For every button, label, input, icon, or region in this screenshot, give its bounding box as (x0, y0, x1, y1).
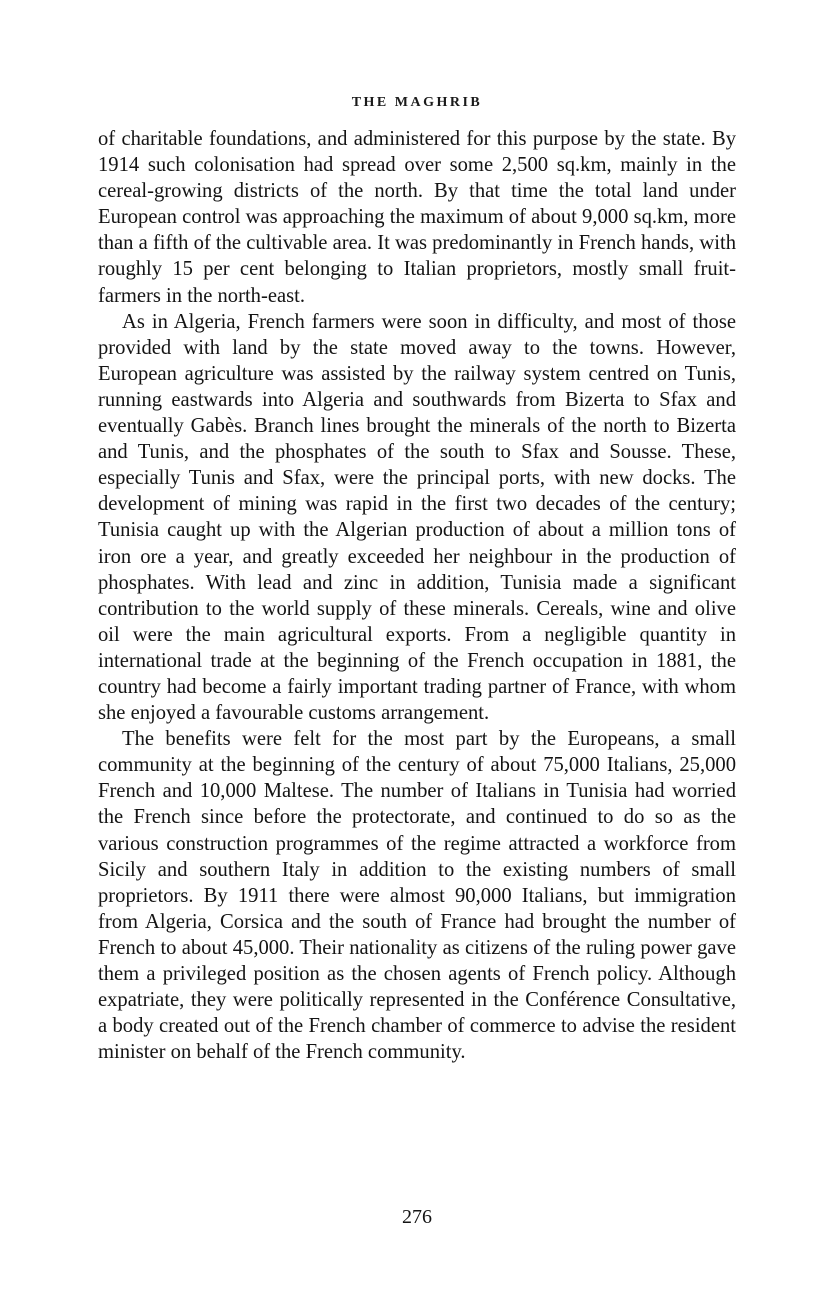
page-number: 276 (402, 1206, 432, 1228)
body-text (98, 126, 736, 1065)
paragraph-railways-mining: As in Algeria, French farmers were soon in difficulty, and most of those provided with land by the state moved away to the towns. However, European agriculture was assisted by the railway system centred on Tunis, running eastwards into Algeria and southwards from Bizerta to Sfax and eventually Gabès. Branch lines brought the minerals of the north to Bizerta and Tunis, and the phosphates of the south to Sfax and Sousse. These, especially Tunis and Sfax, were the principal ports, with new docks. The development of mining was rapid in the first two decades of the century; Tunisia caught up with the Algerian production of about a million tons of iron ore a year, and greatly exceeded her neighbour in the production of phosphates. With lead and zinc in addition, Tunisia made a significant contribution to the world supply of these minerals. Cereals, wine and olive oil were the main agricultural exports. From a negligible quantity in international trade at the beginning of the French occupation in 1881, the country had become a fairly important trading partner of France, with whom she enjoyed a favourable customs arrangement. (98, 310, 736, 725)
paragraph-continuation: of charitable foundations, and administered for this purpose by the state. By 1914 such colonisation had spread over some 2,500 sq.km, mainly in the cereal-growing districts of the north. By that time the total land under European control was approaching the maximum of about 9,000 sq.km, more than a fifth of the cultivable area. It was predominantly in French hands, with roughly 15 per cent belonging to Italian proprietors, mostly small fruit-farmers in the north-east. (98, 128, 736, 307)
running-head: THE MAGHRIB (351, 95, 483, 110)
paragraph-european-community: The benefits were felt for the most part by the Europeans, a small community at the beginning of the century of about 75,000 Italians, 25,000 French and 10,000 Maltese. The number of Italians in Tunisia had worried the French since before the protectorate, and continued to do so as the various construction programmes of the regime attracted a workforce from Sicily and southern Italy in addition to the existing numbers of small proprietors. By 1911 there were almost 90,000 Italians, but immigration from Algeria, Corsica and the south of France had brought the number of French to about 45,000. Their nationality as citizens of the ruling power gave them a privileged position as the chosen agents of French policy. Although expatriate, they were politically represented in the Conférence Consultative, a body created out of the French chamber of commerce to advise the resident minister on behalf of the French community. (98, 728, 736, 1064)
